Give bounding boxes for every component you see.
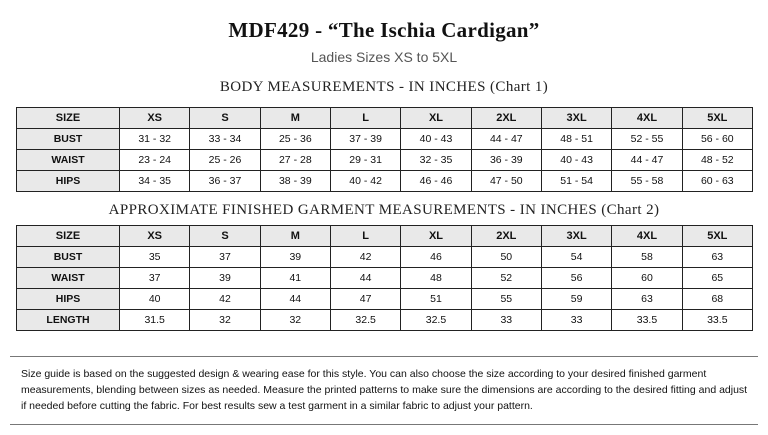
- body-measurements-heading: BODY MEASUREMENTS - IN INCHES (Chart 1): [219, 79, 549, 95]
- table-cell: 36 - 37: [190, 171, 260, 192]
- table-cell: 32: [190, 310, 260, 331]
- table-cell: 32 - 35: [401, 150, 471, 171]
- table-cell: 42: [190, 289, 260, 310]
- table-cell: 68: [682, 289, 752, 310]
- column-header: S: [190, 226, 260, 247]
- size-range-subtitle: Ladies Sizes XS to 5XL: [310, 49, 458, 65]
- table-cell: 52 - 55: [612, 129, 682, 150]
- table-cell: 63: [682, 247, 752, 268]
- table-cell: 32.5: [330, 310, 400, 331]
- table-row: [17, 289, 753, 310]
- row-label: HIPS: [17, 171, 120, 192]
- table-cell: 29 - 31: [330, 150, 400, 171]
- column-header: XL: [401, 226, 471, 247]
- table-cell: 65: [682, 268, 752, 289]
- table-cell: 37 - 39: [330, 129, 400, 150]
- column-header: 3XL: [541, 226, 611, 247]
- column-header: 3XL: [541, 108, 611, 129]
- table-cell: 55: [471, 289, 541, 310]
- table-header-row: [17, 108, 753, 129]
- table-header-row: [17, 226, 753, 247]
- table-cell: 47: [330, 289, 400, 310]
- table-cell: 23 - 24: [120, 150, 190, 171]
- garment-measurements-heading: APPROXIMATE FINISHED GARMENT MEASUREMENTS - IN INCHES (Chart 2): [108, 202, 660, 218]
- table-cell: 33: [471, 310, 541, 331]
- column-header: M: [260, 108, 330, 129]
- row-label: LENGTH: [17, 310, 120, 331]
- table-cell: 40 - 43: [401, 129, 471, 150]
- column-header: XL: [401, 108, 471, 129]
- table-row: [17, 171, 753, 192]
- column-header: SIZE: [17, 226, 120, 247]
- table-cell: 27 - 28: [260, 150, 330, 171]
- table-cell: 39: [190, 268, 260, 289]
- column-header: M: [260, 226, 330, 247]
- table-cell: 52: [471, 268, 541, 289]
- table-cell: 63: [612, 289, 682, 310]
- table-cell: 38 - 39: [260, 171, 330, 192]
- table-cell: 25 - 36: [260, 129, 330, 150]
- table-cell: 25 - 26: [190, 150, 260, 171]
- table-cell: 48: [401, 268, 471, 289]
- column-header: SIZE: [17, 108, 120, 129]
- table-cell: 32.5: [401, 310, 471, 331]
- column-header: XS: [120, 108, 190, 129]
- table-cell: 47 - 50: [471, 171, 541, 192]
- table-cell: 36 - 39: [471, 150, 541, 171]
- divider-top: [10, 356, 758, 357]
- table-cell: 56: [541, 268, 611, 289]
- table-cell: 31.5: [120, 310, 190, 331]
- row-label: BUST: [17, 129, 120, 150]
- table-row: [17, 268, 753, 289]
- table-cell: 34 - 35: [120, 171, 190, 192]
- size-guide-note: Size guide is based on the suggested design & wearing ease for this style. You can also choose the size according to your desired finished garment measurements, blending between sizes as needed. Measure the printed patterns to make sure the dimensions are according to the desired fitting and adjust if needed before cutting the fabric. For best results sew a test garment in a similar fabric to adjust your pattern.: [21, 368, 748, 412]
- table-cell: 58: [612, 247, 682, 268]
- column-header: 4XL: [612, 108, 682, 129]
- column-header: S: [190, 108, 260, 129]
- row-label: HIPS: [17, 289, 120, 310]
- table-cell: 33: [541, 310, 611, 331]
- table-cell: 56 - 60: [682, 129, 752, 150]
- table-cell: 48 - 51: [541, 129, 611, 150]
- table-cell: 46 - 46: [401, 171, 471, 192]
- table-cell: 60 - 63: [682, 171, 752, 192]
- table-cell: 31 - 32: [120, 129, 190, 150]
- table-cell: 54: [541, 247, 611, 268]
- table-row: [17, 310, 753, 331]
- table-cell: 33.5: [612, 310, 682, 331]
- table-cell: 60: [612, 268, 682, 289]
- pattern-title: MDF429 - “The Ischia Cardigan”: [228, 18, 540, 42]
- table-cell: 44 - 47: [612, 150, 682, 171]
- table-row: [17, 129, 753, 150]
- table-cell: 33 - 34: [190, 129, 260, 150]
- row-label: WAIST: [17, 150, 120, 171]
- table-cell: 44 - 47: [471, 129, 541, 150]
- column-header: L: [330, 108, 400, 129]
- table-cell: 44: [260, 289, 330, 310]
- table-cell: 40: [120, 289, 190, 310]
- column-header: 5XL: [682, 108, 752, 129]
- table-cell: 37: [190, 247, 260, 268]
- garment-measurements-table: [16, 225, 753, 331]
- table-cell: 55 - 58: [612, 171, 682, 192]
- table-cell: 48 - 52: [682, 150, 752, 171]
- table-row: [17, 150, 753, 171]
- column-header: 5XL: [682, 226, 752, 247]
- table-cell: 35: [120, 247, 190, 268]
- table-cell: 51 - 54: [541, 171, 611, 192]
- table-cell: 40 - 42: [330, 171, 400, 192]
- column-header: XS: [120, 226, 190, 247]
- table-cell: 42: [330, 247, 400, 268]
- column-header: 2XL: [471, 226, 541, 247]
- table-cell: 46: [401, 247, 471, 268]
- table-cell: 37: [120, 268, 190, 289]
- table-cell: 59: [541, 289, 611, 310]
- table-cell: 32: [260, 310, 330, 331]
- table-row: [17, 247, 753, 268]
- divider-bottom: [10, 424, 758, 425]
- table-cell: 33.5: [682, 310, 752, 331]
- table-cell: 44: [330, 268, 400, 289]
- table-cell: 51: [401, 289, 471, 310]
- table-cell: 50: [471, 247, 541, 268]
- body-measurements-table: [16, 107, 753, 192]
- row-label: WAIST: [17, 268, 120, 289]
- column-header: L: [330, 226, 400, 247]
- row-label: BUST: [17, 247, 120, 268]
- table-cell: 40 - 43: [541, 150, 611, 171]
- column-header: 4XL: [612, 226, 682, 247]
- column-header: 2XL: [471, 108, 541, 129]
- table-cell: 39: [260, 247, 330, 268]
- table-cell: 41: [260, 268, 330, 289]
